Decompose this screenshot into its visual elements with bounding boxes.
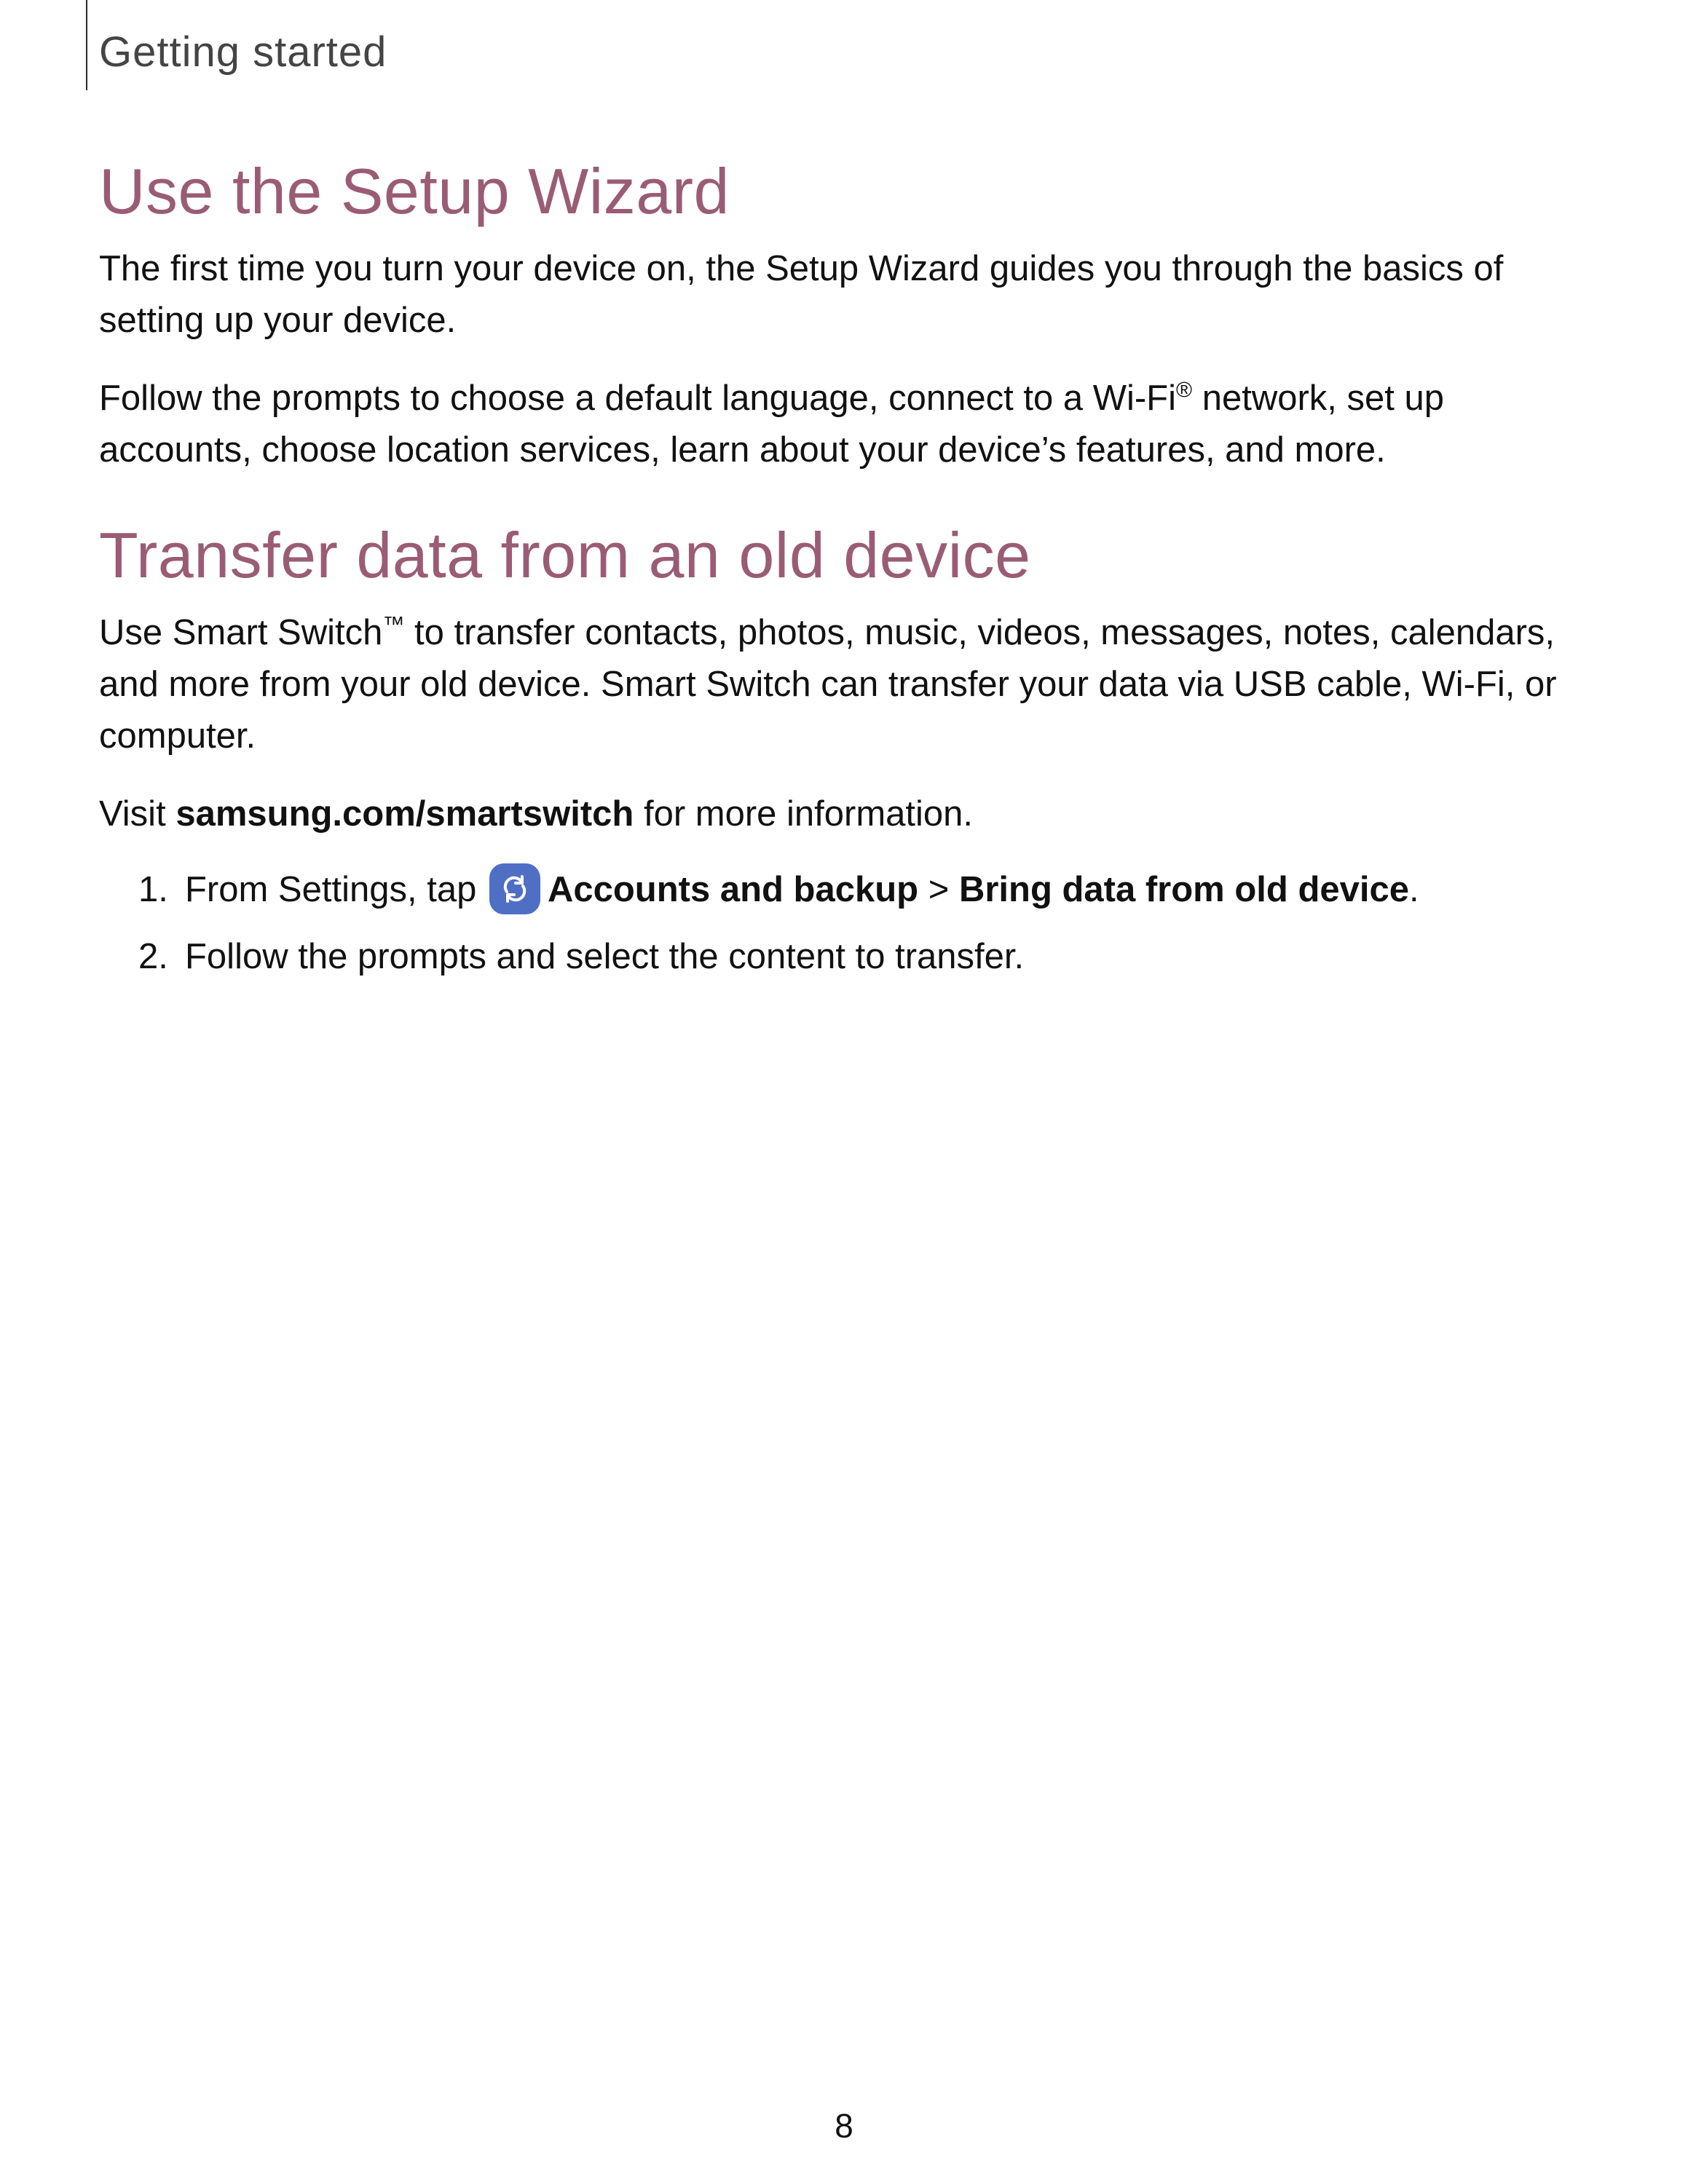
setup-wizard-details-text-b: network, set up accounts, choose location services, learn about your device’s features, and more. xyxy=(99,379,1444,470)
step-number: 2. xyxy=(138,937,168,976)
chapter-header: Getting started xyxy=(99,28,387,76)
setup-wizard-details xyxy=(99,373,1599,476)
setup-wizard-intro: The first time you turn your device on, the Setup Wizard guides you through the basics of setting up your device. xyxy=(99,249,1504,340)
page-number: 8 xyxy=(835,2107,853,2145)
trademark-mark: ™ xyxy=(382,612,405,637)
header-divider xyxy=(86,0,87,90)
smart-switch-intro xyxy=(99,607,1599,762)
heading-transfer-data: Transfer data from an old device xyxy=(99,519,1031,591)
step-text-suffix: . xyxy=(1409,870,1419,909)
visit-line xyxy=(99,788,1599,840)
smartswitch-link[interactable]: samsung.com/smartswitch xyxy=(175,794,634,834)
accounts-and-backup-label: Accounts and backup xyxy=(547,870,919,909)
setup-wizard-details-text-a: Follow the prompts to choose a default language, connect to a Wi-Fi xyxy=(99,379,1176,418)
step-1 xyxy=(99,863,1599,930)
step-2 xyxy=(99,930,1599,997)
menu-separator: > xyxy=(918,870,959,909)
registered-mark: ® xyxy=(1175,378,1193,403)
step-number: 1. xyxy=(138,870,168,909)
smart-switch-intro-text-a: Use Smart Switch xyxy=(99,613,383,652)
visit-suffix: for more information. xyxy=(634,794,974,834)
smart-switch-intro-text-b: to transfer contacts, photos, music, videos, messages, notes, calendars, and more from your old device. Smart Switch can transfer your data via USB cable, Wi-Fi, or computer. xyxy=(99,613,1557,756)
visit-prefix: Visit xyxy=(99,794,176,834)
accounts-backup-sync-icon xyxy=(489,863,540,914)
step-text: From Settings, tap xyxy=(185,870,486,909)
transfer-steps xyxy=(99,863,1599,997)
step-text: Follow the prompts and select the content to transfer. xyxy=(185,937,1025,976)
heading-setup-wizard: Use the Setup Wizard xyxy=(99,155,730,227)
bring-data-label: Bring data from old device xyxy=(958,870,1409,909)
